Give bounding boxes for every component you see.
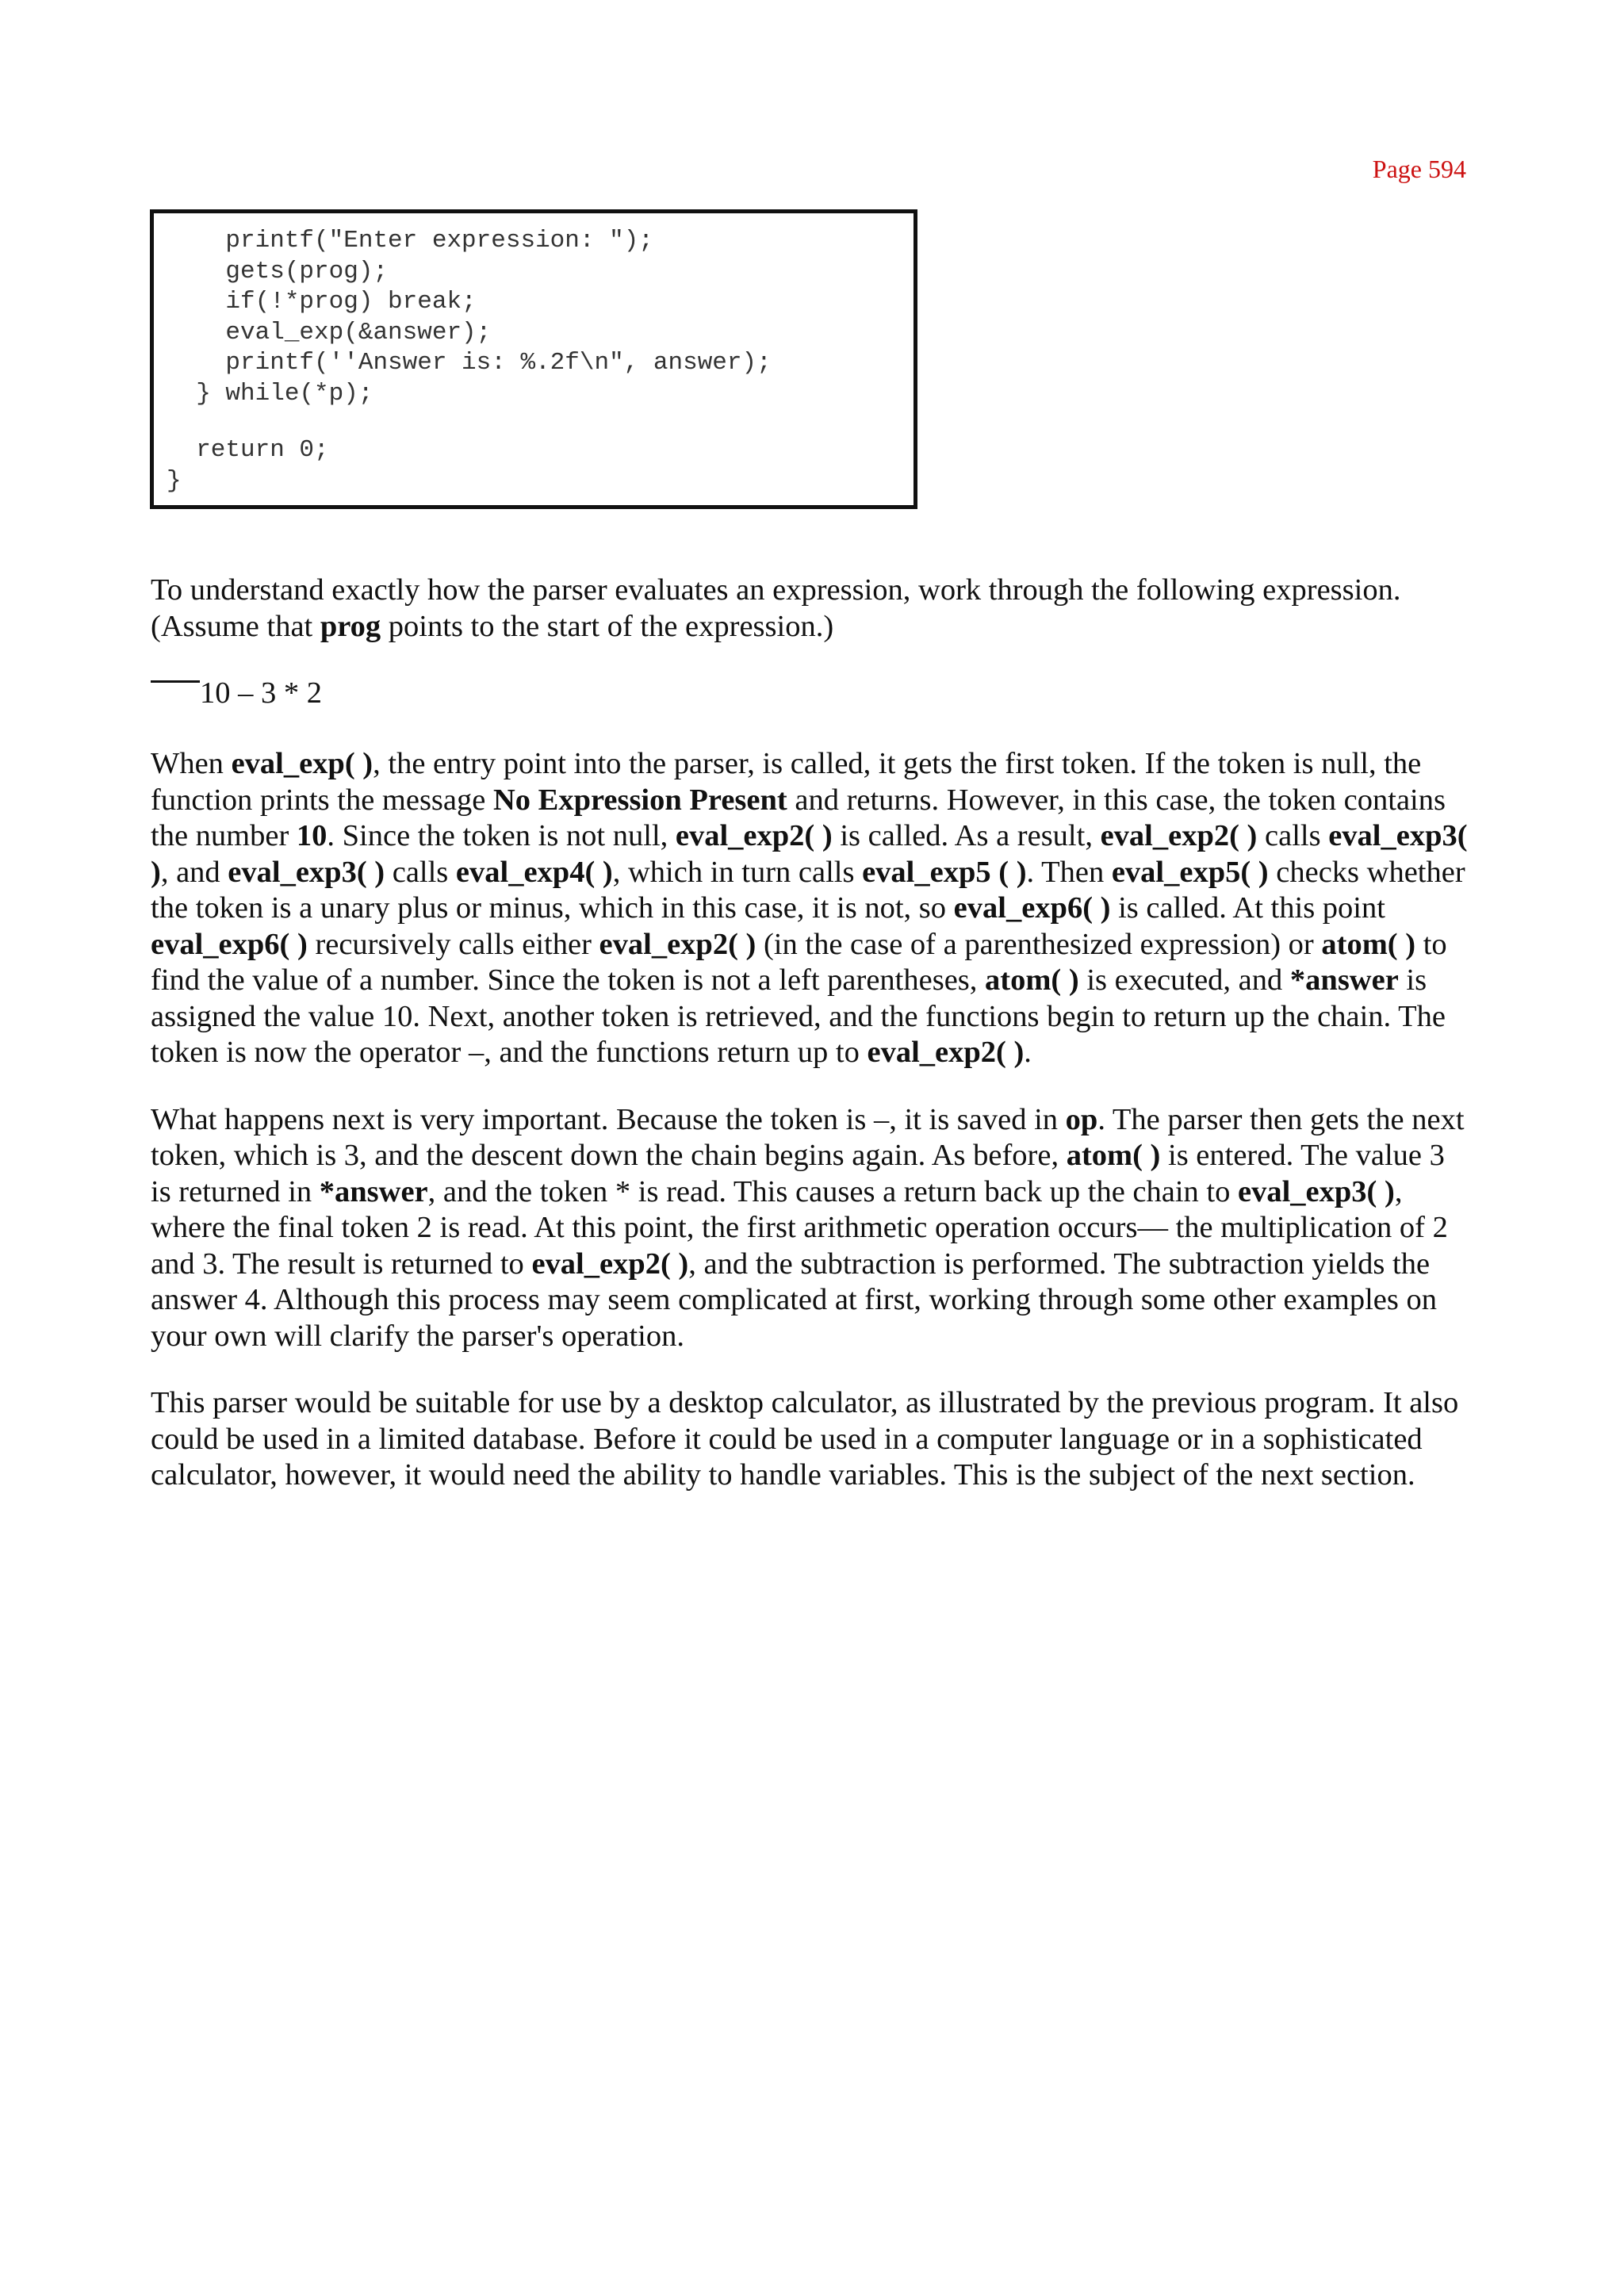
body-text (151, 573, 1471, 1525)
code-line: printf("Enter expression: "); (167, 227, 653, 255)
paragraph-operations: What happens next is very important. Because the token is –, it is saved in op. The parser then gets the next token, which is 3, and the descent down the chain begins again. As before, atom( ) is entered. The value 3 is returned in *answer, and the token * is read. This causes a return back up the chain to eval_exp3( ), where the final token 2 is read. At this point, the first arithmetic operation occurs— the multiplication of 2 and 3. The result is returned to eval_exp2( ), and the subtraction is performed. The subtraction yields the answer 4. Although this process may seem complicated at first, working through some other examples on your own will clarify the parser's operation. (151, 1102, 1465, 1353)
paragraph-walkthrough: When eval_exp( ), the entry point into the parser, is called, it gets the first token. If the token is null, the function prints the message No Expression Present and returns. However, in this case, the token contains the number 10. Since the token is not null, eval_exp2( ) is called. As a result, eval_exp2( ) calls eval_exp3( ), and eval_exp3( ) calls eval_exp4( ), which in turn calls eval_exp5 ( ). Then eval_exp5( ) checks whether the token is a unary plus or minus, which in this case, it is not, so eval_exp6( ) is called. At this point eval_exp6( ) recursively calls either eval_exp2( ) (in the case of a parenthesized expression) or atom( ) to find the value of a number. Since the token is not a left parentheses, atom( ) is executed, and *answer is assigned the value 10. Next, another token is retrieved, and the functions begin to return up the chain. The token is now the operator –, and the functions return up to eval_exp2( ). (151, 747, 1468, 1069)
example-expression (151, 676, 1471, 715)
code-line: } (167, 466, 182, 495)
paragraph-intro: To understand exactly how the parser evaluates an expression, work through the following expression. (Assume that prog points to the start of the expression.) (151, 573, 1401, 643)
start-pointer-mark (151, 680, 200, 683)
code-line: if(!*prog) break; (167, 288, 477, 316)
code-line: return 0; (167, 436, 329, 464)
code-line: } while(*p); (167, 379, 373, 408)
code-listing (150, 209, 917, 509)
code-line: eval_exp(&answer); (167, 318, 492, 347)
code-blank-line (167, 409, 901, 435)
paragraph-conclusion: This parser would be suitable for use by a desktop calculator, as illustrated by the previous program. It also could be used in a limited database. Before it could be used in a computer language or in a sophisticated calculator, however, it would need the ability to handle variables. This is the subject of the next section. (151, 1386, 1459, 1492)
page-number: Page 594 (1372, 155, 1466, 183)
code-line: printf(''Answer is: %.2f\n", answer); (167, 349, 772, 377)
expression-text: 10 – 3 * 2 (200, 676, 322, 710)
code-line: gets(prog); (167, 257, 389, 285)
